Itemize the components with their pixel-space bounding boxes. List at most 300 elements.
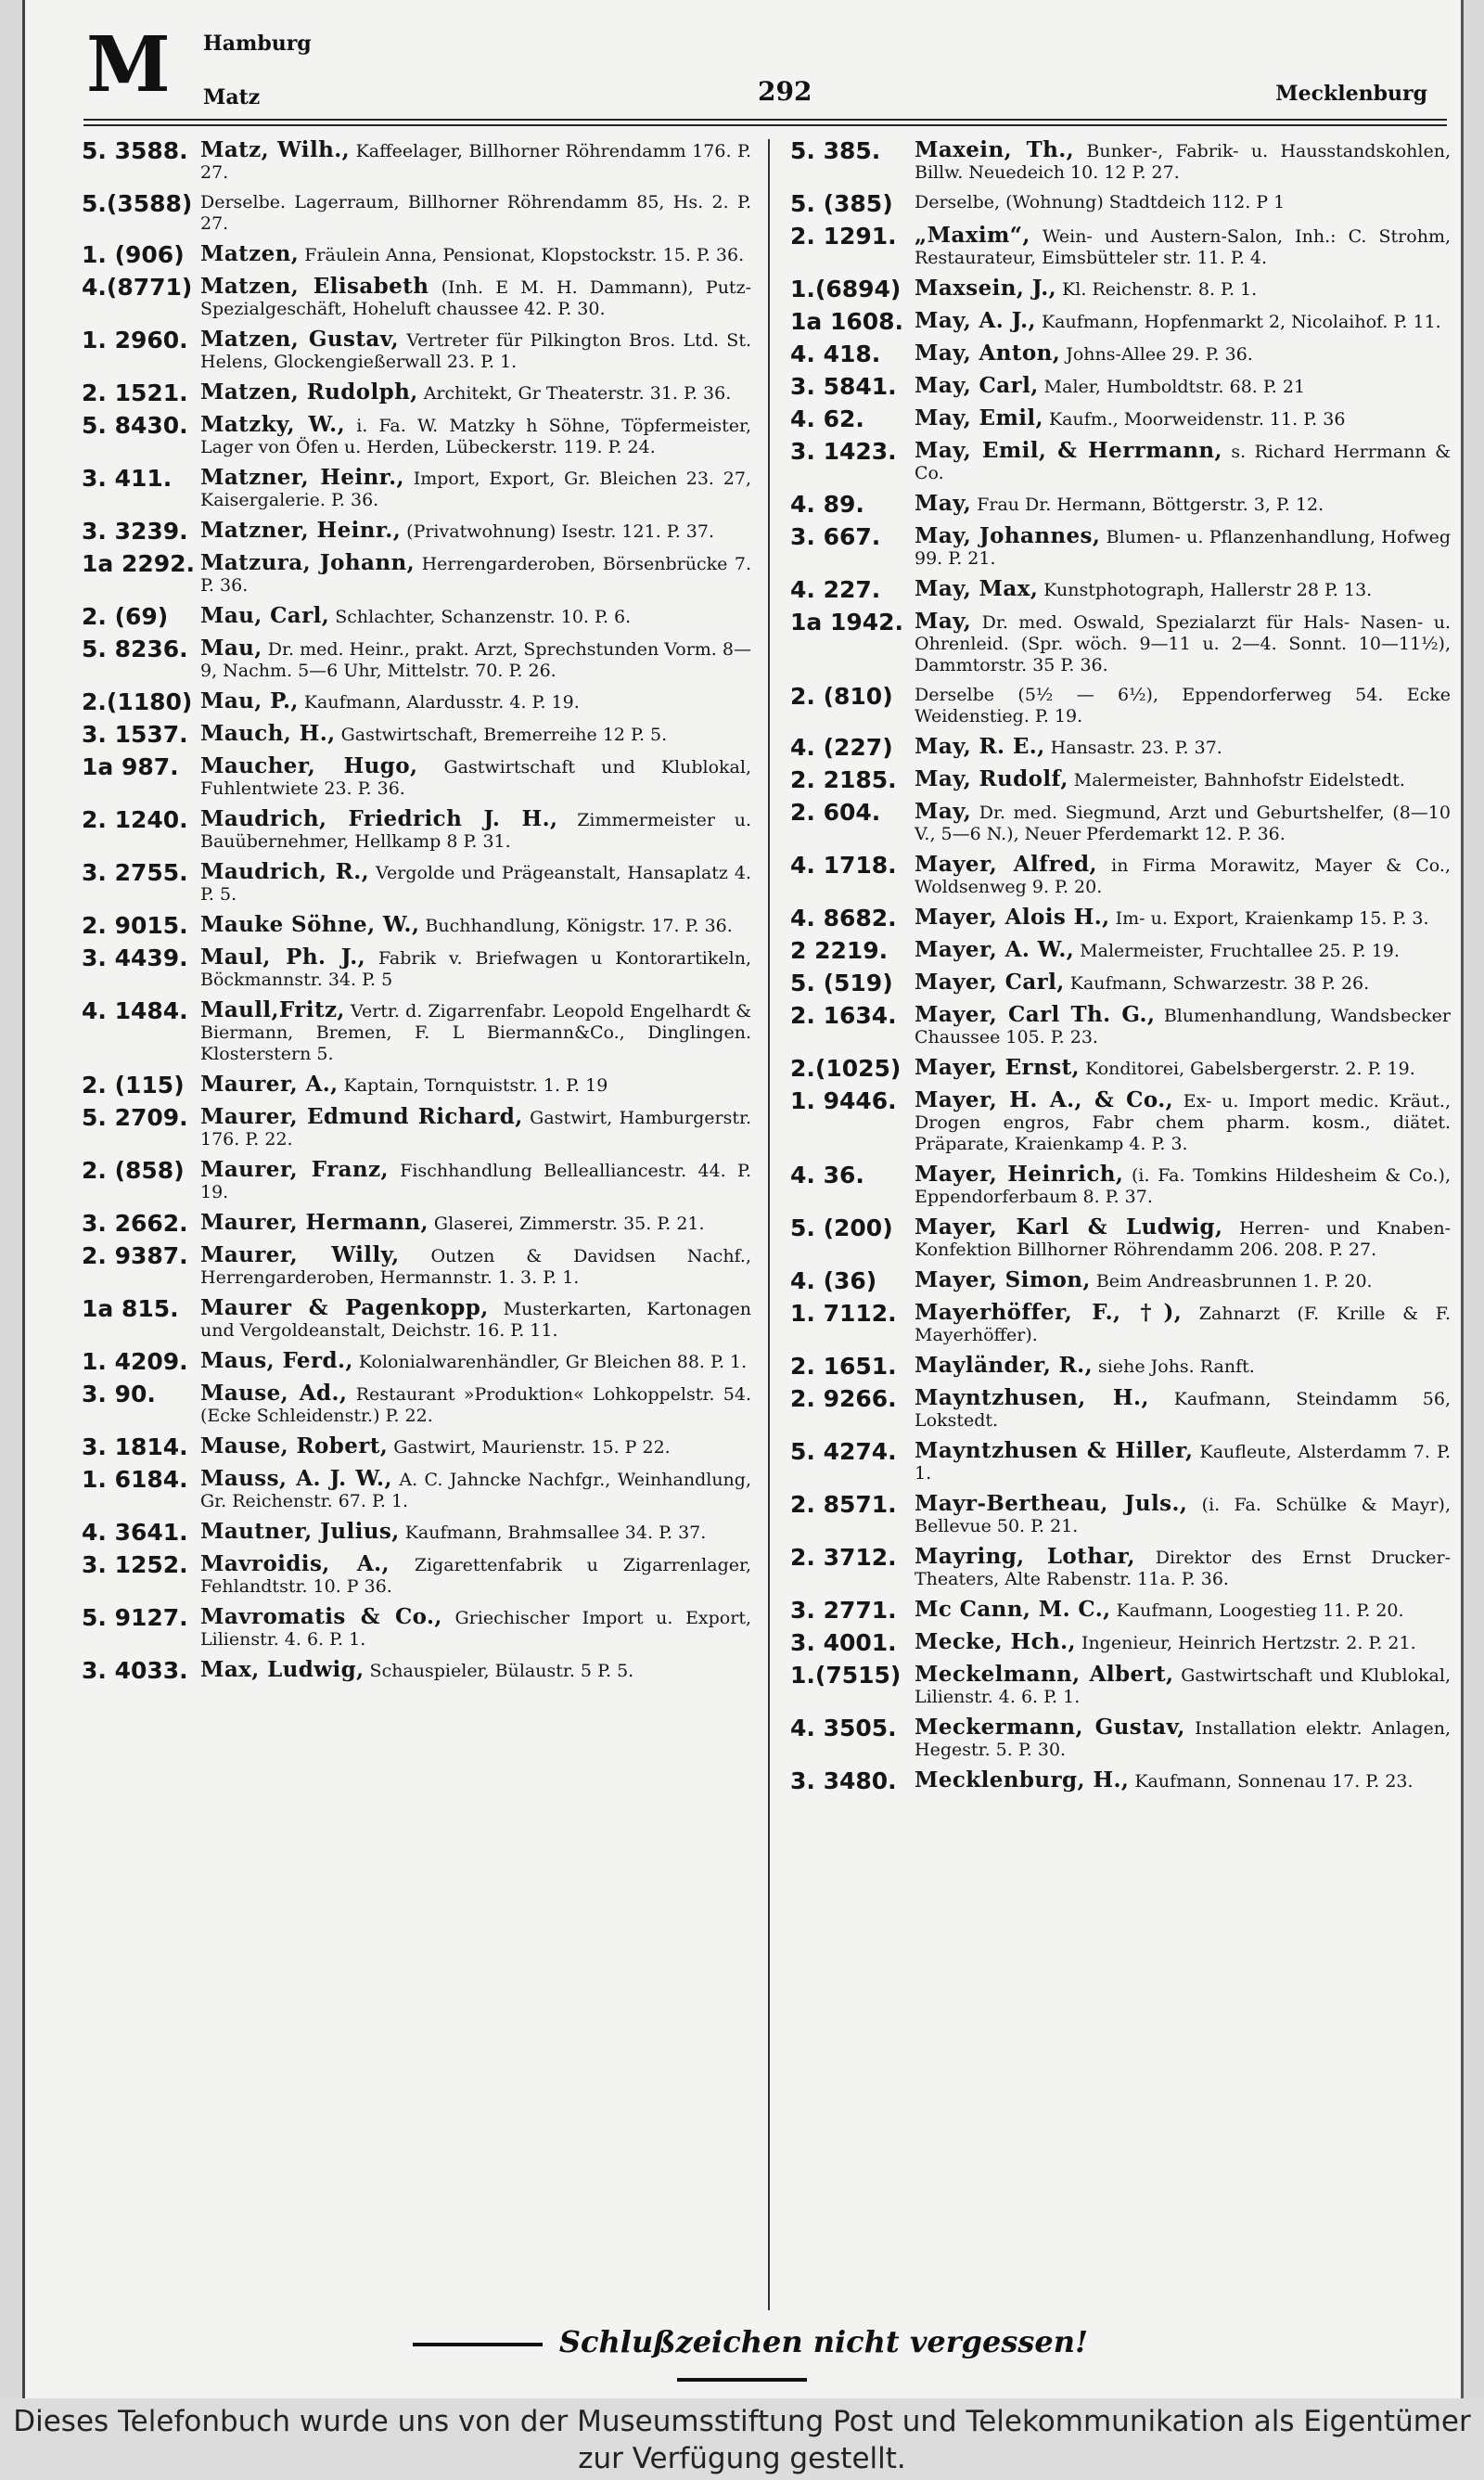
- phone-number: 5.(3588): [82, 190, 193, 217]
- phone-number: 2. (69): [82, 603, 169, 630]
- entry-text: [915, 525, 1451, 570]
- entry-text: [915, 192, 1451, 216]
- entry-details: Malermeister, Bahnhofstr Eidelstedt.: [1073, 770, 1405, 790]
- entry-text: [915, 1493, 1451, 1537]
- entry-text: [915, 493, 1451, 517]
- phone-number: 2. 2185.: [790, 766, 897, 793]
- attribution-text: Dieses Telefonbuch wurde uns von der Museumsstiftung Post und Telekommunikation als Eigentümer zur Verfügung gestellt.: [13, 2405, 1471, 2475]
- directory-entry: [82, 690, 751, 714]
- entry-text: [200, 861, 751, 906]
- phone-number: 4. (227): [790, 734, 893, 761]
- directory-entry: [82, 1212, 751, 1236]
- phone-number: 2. 1521.: [82, 379, 188, 406]
- phone-number: 2. (858): [82, 1157, 185, 1184]
- phone-number: 5. 8236.: [82, 636, 188, 662]
- entry-details: Vergolde und Prägeanstalt, Hansaplatz 4. P. 5.: [200, 863, 752, 905]
- entry-details: Kaufmann, Brahmsallee 34. P. 37.: [404, 1523, 707, 1543]
- entry-text: [915, 1769, 1451, 1793]
- directory-entry: [790, 1269, 1451, 1293]
- directory-entry: [82, 552, 751, 597]
- directory-entry: [790, 685, 1451, 727]
- entry-details: Dr. med. Siegmund, Arzt und Geburtshelfer, (8—10 V., 5—6 N.), Neuer Pferdemarkt 12. P. 36.: [915, 803, 1451, 844]
- entry-details: Zahnarzt (F. Krille & F. Mayerhöffer).: [915, 1304, 1451, 1345]
- subscriber-name: Mc Cann, M. C.,: [915, 1597, 1111, 1622]
- directory-entry: [790, 139, 1451, 184]
- directory-entry: [82, 1553, 751, 1598]
- directory-entry: [790, 225, 1451, 269]
- phone-number: 3. 4033.: [82, 1657, 188, 1684]
- directory-entry: [82, 192, 751, 235]
- entry-text: [200, 381, 751, 405]
- subscriber-name: May, Anton,: [915, 341, 1061, 366]
- phone-number: 5. (519): [790, 970, 893, 996]
- subscriber-name: Mayerhöffer, F., †),: [915, 1300, 1183, 1325]
- subscriber-name: Mayer, Carl Th. G.,: [915, 1002, 1156, 1027]
- phone-number: 1. 4209.: [82, 1348, 188, 1375]
- subscriber-name: Mayer, Simon,: [915, 1267, 1091, 1292]
- subscriber-name: Mayländer, R.,: [915, 1353, 1093, 1378]
- subscriber-name: May, A. J.,: [915, 308, 1036, 333]
- phone-number: 4.(8771): [82, 274, 193, 301]
- directory-entry: [790, 375, 1451, 399]
- directory-entry: [82, 861, 751, 906]
- entry-text: [200, 914, 751, 938]
- subscriber-name: Maurer, A.,: [200, 1072, 339, 1097]
- entry-text: [915, 768, 1451, 792]
- phone-number: 1. (906): [82, 241, 185, 268]
- subscriber-name: May,: [915, 799, 972, 824]
- entry-details: Malermeister, Fruchtallee 25. P. 19.: [1080, 941, 1400, 961]
- entry-text: [200, 1468, 751, 1512]
- directory-entry: [790, 277, 1451, 302]
- phone-number: 4. 227.: [790, 576, 881, 603]
- entry-text: [200, 1350, 751, 1374]
- reminder-line: [315, 2324, 1169, 2395]
- phone-number: 4. 36.: [790, 1162, 864, 1189]
- entry-details: i. Fa. W. Matzky h Söhne, Töpfermeister, Lager von Öfen u. Herden, Lübeckerstr. 119. P. 24.: [200, 416, 752, 457]
- entry-details: Zimmermeister u. Bauübernehmer, Hellkamp 8 P. 31.: [200, 810, 751, 852]
- entry-text: [915, 277, 1451, 302]
- entry-text: [200, 755, 751, 800]
- directory-entry: [790, 1546, 1451, 1590]
- phone-number: 3. 90.: [82, 1381, 156, 1407]
- column-divider: [768, 139, 770, 2310]
- directory-entry: [82, 1435, 751, 1459]
- entry-text: [200, 552, 751, 597]
- subscriber-name: Mayer, Carl,: [915, 970, 1065, 995]
- subscriber-name: Maurer, Hermann,: [200, 1210, 429, 1235]
- entry-details: Schlachter, Schanzenstr. 10. P. 6.: [335, 607, 632, 627]
- phone-number: 5. 2709.: [82, 1104, 188, 1131]
- subscriber-name: Matzen,: [200, 241, 300, 266]
- directory-entry: [82, 637, 751, 682]
- directory-entry: [790, 440, 1451, 484]
- entry-details: Beim Andreasbrunnen 1. P. 20.: [1095, 1271, 1373, 1291]
- entry-text: [200, 328, 751, 373]
- entry-details: A. C. Jahncke Nachfgr., Weinhandlung, Gr. Reichenstr. 67. P. 1.: [200, 1470, 751, 1511]
- phone-number: 3. 2662.: [82, 1210, 188, 1237]
- right-column: [790, 139, 1451, 1802]
- directory-entry: [82, 1350, 751, 1374]
- entry-details: Herrengarderoben, Börsenbrücke 7. P. 36.: [200, 554, 752, 596]
- entry-text: [200, 243, 751, 267]
- directory-entry: [82, 520, 751, 544]
- phone-number: 2. 8571.: [790, 1491, 897, 1518]
- subscriber-name: May,: [915, 609, 972, 634]
- entry-details: (Privatwohnung) Isestr. 121. P. 37.: [406, 521, 715, 542]
- phone-number: 2. 1291.: [790, 223, 897, 250]
- subscriber-name: Maurer, Willy,: [200, 1242, 400, 1267]
- subscriber-name: Matzner, Heinr.,: [200, 518, 402, 543]
- entry-details: Herren- und Knaben-Konfektion Billhorner Röhrendamm 206. 208. P. 27.: [915, 1218, 1451, 1260]
- entry-details: Direktor des Ernst Drucker-Theaters, Alte Rabenstr. 11a. P. 36.: [915, 1548, 1451, 1589]
- phone-number: 1. 9446.: [790, 1087, 897, 1114]
- subscriber-name: Matzen, Elisabeth: [200, 274, 429, 299]
- directory-entry: [790, 1599, 1451, 1623]
- entry-text: [200, 1106, 751, 1150]
- reminder-text: Schlußzeichen nicht vergessen!: [558, 2324, 1089, 2359]
- entry-details: (Inh. E M. H. Dammann), Putz-Spezialgeschäft, Hoheluft chaussee 42. P. 30.: [200, 277, 752, 319]
- directory-entry: [82, 1073, 751, 1098]
- page-number: 292: [758, 76, 812, 107]
- directory-entry: [790, 971, 1451, 996]
- phone-number: 1. 6184.: [82, 1466, 188, 1493]
- phone-number: 3. 4001.: [790, 1629, 897, 1656]
- entry-details: Vertreter für Pilkington Bros. Ltd. St. Helens, Glockengießerwall 23. P. 1.: [200, 330, 751, 372]
- phone-number: 2.(1180): [82, 688, 193, 715]
- subscriber-name: Maxsein, J.,: [915, 276, 1057, 301]
- directory-entry: [790, 1769, 1451, 1793]
- subscriber-name: Mayer, Heinrich,: [915, 1162, 1124, 1187]
- entry-details: Derselbe, (Wohnung) Stadtdeich 112. P 1: [915, 192, 1286, 212]
- entry-details: Griechischer Import u. Export, Lilienstr. 4. 6. P. 1.: [200, 1608, 752, 1650]
- directory-entry: [790, 610, 1451, 676]
- entry-text: [915, 801, 1451, 845]
- entry-text: [200, 1244, 751, 1289]
- entry-details: (i. Fa. Tomkins Hildesheim & Co.), Eppendorferbaum 8. P. 37.: [915, 1165, 1451, 1207]
- directory-entry: [790, 1057, 1451, 1081]
- phone-number: 5. 8430.: [82, 412, 188, 439]
- directory-entry: [790, 1163, 1451, 1208]
- entry-details: Maler, Humboldtstr. 68. P. 21: [1043, 377, 1306, 397]
- directory-entry: [82, 1244, 751, 1289]
- phone-number: 3. 1537.: [82, 721, 188, 748]
- subscriber-name: Mauke Söhne, W.,: [200, 912, 420, 937]
- directory-entry: [790, 1004, 1451, 1048]
- entry-details: Musterkarten, Kartonagen und Vergoldeanstalt, Deichstr. 16. P. 11.: [200, 1299, 751, 1341]
- entry-details: Buchhandlung, Königstr. 17. P. 36.: [425, 916, 733, 936]
- subscriber-name: Matzky, W.,: [200, 412, 345, 437]
- entry-details: Kaufm., Moorweidenstr. 11. P. 36: [1048, 409, 1346, 430]
- entry-details: Derselbe. Lagerraum, Billhorner Röhrendamm 85, Hs. 2. P. 27.: [200, 192, 751, 234]
- entry-details: Ex- u. Import medic. Kräut., Drogen engros, Fabr chem pharm. kosm., diätet. Präparate, Kraienkamp 4. P. 3.: [915, 1091, 1451, 1154]
- entry-text: [200, 139, 751, 184]
- phone-number: 3. 3480.: [790, 1767, 897, 1794]
- directory-entry: [82, 414, 751, 458]
- phone-number: 5. 3588.: [82, 137, 188, 164]
- entry-text: [915, 1546, 1451, 1590]
- entry-text: [915, 1440, 1451, 1484]
- entry-text: [200, 1606, 751, 1651]
- entry-details: Kolonialwarenhändler, Gr Bleichen 88. P. 1.: [358, 1352, 748, 1372]
- entry-text: [915, 1057, 1451, 1081]
- subscriber-name: Mecklenburg, H.,: [915, 1767, 1130, 1793]
- entry-text: [200, 1659, 751, 1683]
- directory-entry: [790, 768, 1451, 792]
- entry-details: Gastwirtschaft, Bremerreihe 12 P. 5.: [340, 725, 668, 745]
- entry-text: [200, 1159, 751, 1203]
- directory-entry: [790, 192, 1451, 216]
- entry-details: Installation elektr. Anlagen, Hegestr. 5. P. 30.: [915, 1718, 1452, 1760]
- section-letter: M: [86, 20, 171, 109]
- phone-number: 2. 604.: [790, 799, 881, 826]
- phone-number: 3. 2755.: [82, 859, 188, 886]
- directory-entry: [82, 755, 751, 800]
- entry-details: Kaufmann, Alardusstr. 4. P. 19.: [303, 692, 580, 713]
- entry-text: [915, 1216, 1451, 1261]
- phone-number: 2. 3712.: [790, 1544, 897, 1571]
- phone-number: 4. 3505.: [790, 1715, 897, 1741]
- entry-details: Kaufmann, Schwarzestr. 38 P. 26.: [1069, 973, 1370, 994]
- subscriber-name: Maurer & Pagenkopp,: [200, 1295, 489, 1320]
- subscriber-name: Maudrich, Friedrich J. H.,: [200, 806, 558, 831]
- phone-number: 2. (810): [790, 683, 893, 710]
- entry-text: [915, 685, 1451, 727]
- directory-entry: [790, 310, 1451, 334]
- left-column: [82, 139, 751, 1691]
- directory-entry: [790, 578, 1451, 602]
- phone-number: 5. 385.: [790, 137, 881, 164]
- entry-text: [200, 1212, 751, 1236]
- phone-number: 5. 9127.: [82, 1604, 188, 1631]
- phone-number: 1a 815.: [82, 1295, 179, 1322]
- entry-details: Kaufmann, Steindamm 56, Lokstedt.: [915, 1389, 1452, 1431]
- city-heading: Hamburg: [203, 32, 312, 56]
- entry-text: [200, 520, 751, 544]
- entry-details: Wein- und Austern-Salon, Inh.: C. Strohm, Restaurateur, Eimsbütteler str. 11. P. 4.: [915, 226, 1451, 268]
- directory-entry: [790, 906, 1451, 931]
- entry-text: [915, 1631, 1451, 1655]
- subscriber-name: Mayer, Ernst,: [915, 1055, 1080, 1080]
- phone-number: 1.(6894): [790, 276, 902, 302]
- entry-text: [200, 605, 751, 629]
- subscriber-name: May, Johannes,: [915, 523, 1101, 548]
- entry-text: [200, 808, 751, 853]
- entry-details: Johns-Allee 29. P. 36.: [1066, 344, 1253, 365]
- phone-number: 4. 1718.: [790, 852, 897, 879]
- entry-details: Bunker-, Fabrik- u. Hausstandskohlen, Billw. Neuedeich 10. 12 P. 27.: [915, 141, 1451, 183]
- phone-number: 2. 1240.: [82, 806, 188, 833]
- entry-text: [915, 939, 1451, 963]
- entry-text: [915, 342, 1451, 366]
- directory-entry: [82, 914, 751, 938]
- entry-details: siehe Johs. Ranft.: [1098, 1356, 1255, 1377]
- reminder-dash-left: [413, 2343, 543, 2346]
- entry-text: [915, 310, 1451, 334]
- directory-entry: [82, 276, 751, 320]
- entry-details: (i. Fa. Schülke & Mayr), Bellevue 50. P. 21.: [915, 1495, 1451, 1536]
- subscriber-name: Mavroidis, A.,: [200, 1551, 390, 1576]
- entry-details: Derselbe (5½ — 6½), Eppendorferweg 54. Ecke Weidenstieg. P. 19.: [915, 685, 1451, 726]
- phone-number: 3. 1252.: [82, 1551, 188, 1578]
- directory-entry: [790, 801, 1451, 845]
- phone-number: 3. 1423.: [790, 438, 897, 465]
- subscriber-name: Mauch, H.,: [200, 721, 336, 746]
- directory-entry: [82, 1659, 751, 1683]
- entry-text: [915, 1387, 1451, 1432]
- phone-number: 4. 418.: [790, 341, 881, 367]
- directory-entry: [82, 1521, 751, 1545]
- entry-text: [915, 139, 1451, 184]
- header-rule-top: [83, 119, 1447, 121]
- subscriber-name: Mavromatis & Co.,: [200, 1604, 442, 1629]
- entry-text: [200, 723, 751, 747]
- entry-details: Konditorei, Gabelsbergerstr. 2. P. 19.: [1085, 1059, 1415, 1079]
- phone-number: 2. 9387.: [82, 1242, 188, 1269]
- phone-number: 1. 2960.: [82, 327, 188, 353]
- entry-text: [200, 946, 751, 991]
- subscriber-name: Matzen, Gustav,: [200, 327, 400, 352]
- entry-details: Kaufmann, Sonnenau 17. P. 23.: [1134, 1771, 1414, 1792]
- entry-details: Gastwirtschaft und Klublokal, Lilienstr. 4. 6. P. 1.: [915, 1665, 1452, 1707]
- directory-entry: [790, 1716, 1451, 1761]
- phone-number: 2. 1651.: [790, 1353, 897, 1380]
- directory-entry: [82, 139, 751, 184]
- subscriber-name: May, Emil, & Herrmann,: [915, 438, 1222, 463]
- phone-number: 3. 1814.: [82, 1433, 188, 1460]
- entry-text: [915, 407, 1451, 431]
- directory-entry: [790, 1387, 1451, 1432]
- entry-details: Fräulein Anna, Pensionat, Klopstockstr. 15. P. 36.: [304, 245, 745, 265]
- entry-text: [200, 192, 751, 235]
- phone-number: 3. 5841.: [790, 373, 897, 400]
- directory-entry: [82, 381, 751, 405]
- subscriber-name: Mau,: [200, 636, 262, 661]
- entry-text: [200, 276, 751, 320]
- subscriber-name: Mayring, Lothar,: [915, 1544, 1135, 1569]
- directory-entry: [82, 723, 751, 747]
- phone-number: 4. 1484.: [82, 997, 188, 1024]
- directory-entry: [790, 1089, 1451, 1155]
- entry-details: in Firma Morawitz, Mayer & Co., Woldsenweg 9. P. 20.: [915, 855, 1451, 897]
- entry-details: Frau Dr. Hermann, Böttgerstr. 3, P. 12.: [977, 495, 1324, 515]
- entry-details: Kunstphotograph, Hallerstr 28 P. 13.: [1043, 580, 1373, 600]
- directory-entry: [82, 946, 751, 991]
- directory-entry: [790, 1302, 1451, 1346]
- phone-number: 1a 1608.: [790, 308, 904, 335]
- entry-details: Hansastr. 23. P. 37.: [1050, 738, 1222, 758]
- subscriber-name: Mecke, Hch.,: [915, 1629, 1076, 1654]
- directory-entry: [82, 999, 751, 1065]
- entry-details: Dr. med. Oswald, Spezialarzt für Hals- Nasen- u. Ohrenleid. (Spr. wöch. 9—11 u. 2—4. Sonnt. 10—11½), Dammtorstr. 35 P. 36.: [915, 612, 1451, 675]
- entry-details: Fischhandlung Bellealliancestr. 44. P. 19.: [200, 1161, 751, 1202]
- phone-number: 2. 9266.: [790, 1385, 897, 1412]
- phone-number: 1a 1942.: [790, 609, 904, 636]
- subscriber-name: May, R. E.,: [915, 734, 1045, 759]
- phone-number: 2. 9015.: [82, 912, 188, 939]
- subscriber-name: Mau, P.,: [200, 688, 299, 713]
- directory-entry: [82, 328, 751, 373]
- entry-details: Kl. Reichenstr. 8. P. 1.: [1062, 279, 1258, 300]
- last-entry-word: Mecklenburg: [1275, 82, 1427, 106]
- phone-number: 4. (36): [790, 1267, 877, 1294]
- phone-number: 5. 4274.: [790, 1438, 897, 1465]
- entry-details: Outzen & Davidsen Nachf., Herrengarderoben, Hermannstr. 1. 3. P. 1.: [200, 1246, 751, 1288]
- directory-entry: [82, 1159, 751, 1203]
- subscriber-name: Mauss, A. J. W.,: [200, 1466, 392, 1491]
- entry-text: [200, 1521, 751, 1545]
- subscriber-name: Maxein, Th.,: [915, 137, 1075, 162]
- subscriber-name: Max, Ludwig,: [200, 1657, 365, 1682]
- directory-entry: [82, 1106, 751, 1150]
- directory-entry: [790, 736, 1451, 760]
- subscriber-name: Matzner, Heinr.,: [200, 465, 404, 490]
- entry-text: [915, 1599, 1451, 1623]
- subscriber-name: Mautner, Julius,: [200, 1519, 400, 1544]
- entry-text: [200, 637, 751, 682]
- subscriber-name: Maus, Ferd.,: [200, 1348, 353, 1373]
- subscriber-name: Matzen, Rudolph,: [200, 379, 418, 405]
- subscriber-name: Maull,Fritz,: [200, 997, 345, 1022]
- entry-details: Vertr. d. Zigarrenfabr. Leopold Engelhardt & Biermann, Bremen, F. L Biermann&Co., Dinglingen. Klosterstern 5.: [200, 1001, 751, 1064]
- first-entry-word: Matz: [203, 85, 261, 109]
- subscriber-name: Mayer, Karl & Ludwig,: [915, 1214, 1223, 1240]
- phone-number: 2. (115): [82, 1072, 185, 1099]
- subscriber-name: May, Emil,: [915, 405, 1043, 430]
- subscriber-name: Mau, Carl,: [200, 603, 330, 628]
- entry-text: [915, 971, 1451, 996]
- entry-text: [915, 1664, 1451, 1708]
- subscriber-name: Mause, Ad.,: [200, 1381, 348, 1406]
- entry-text: [200, 1553, 751, 1598]
- phone-number: 1a 987.: [82, 753, 179, 780]
- entry-details: s. Richard Herrmann & Co.: [915, 442, 1451, 483]
- entry-text: [915, 736, 1451, 760]
- directory-entry: [790, 1440, 1451, 1484]
- reminder-dash-right: [677, 2378, 807, 2382]
- entry-text: [200, 467, 751, 511]
- directory-entry: [82, 808, 751, 853]
- phone-number: 5. (200): [790, 1214, 893, 1241]
- entry-details: Blumenhandlung, Wandsbecker Chaussee 105. P. 23.: [915, 1006, 1451, 1047]
- entry-details: Import, Export, Gr. Bleichen 23. 27, Kaisergalerie. P. 36.: [200, 469, 752, 510]
- entry-details: Gastwirtschaft und Klublokal, Fuhlentwiete 23. P. 36.: [200, 757, 751, 799]
- header-rule-bottom: [83, 124, 1447, 126]
- directory-entry: [790, 525, 1451, 570]
- subscriber-name: Maurer, Edmund Richard,: [200, 1104, 523, 1129]
- subscriber-name: Mayntzhusen, H.,: [915, 1385, 1149, 1410]
- subscriber-name: Maudrich, R.,: [200, 859, 370, 884]
- entry-details: Zigarettenfabrik u Zigarrenlager, Fehlandtstr. 10. P 36.: [200, 1555, 752, 1597]
- entry-text: [915, 1089, 1451, 1155]
- entry-text: [200, 1382, 751, 1427]
- directory-entry: [82, 467, 751, 511]
- phone-number: 1.(7515): [790, 1662, 902, 1689]
- entry-details: Glaserei, Zimmerstr. 35. P. 21.: [433, 1214, 705, 1234]
- subscriber-name: „Maxim“,: [915, 223, 1030, 248]
- entry-text: [200, 1435, 751, 1459]
- subscriber-name: Meckermann, Gustav,: [915, 1715, 1185, 1740]
- phone-number: 4. 8682.: [790, 905, 897, 932]
- subscriber-name: Mause, Robert,: [200, 1433, 389, 1458]
- directory-entry: [790, 1664, 1451, 1708]
- directory-entry: [82, 1606, 751, 1651]
- subscriber-name: Mayer, H. A., & Co.,: [915, 1087, 1174, 1112]
- directory-entry: [790, 1493, 1451, 1537]
- entry-details: Kaptain, Tornquiststr. 1. P. 19: [343, 1075, 608, 1096]
- subscriber-name: Maucher, Hugo,: [200, 753, 418, 778]
- directory-entry: [790, 1355, 1451, 1379]
